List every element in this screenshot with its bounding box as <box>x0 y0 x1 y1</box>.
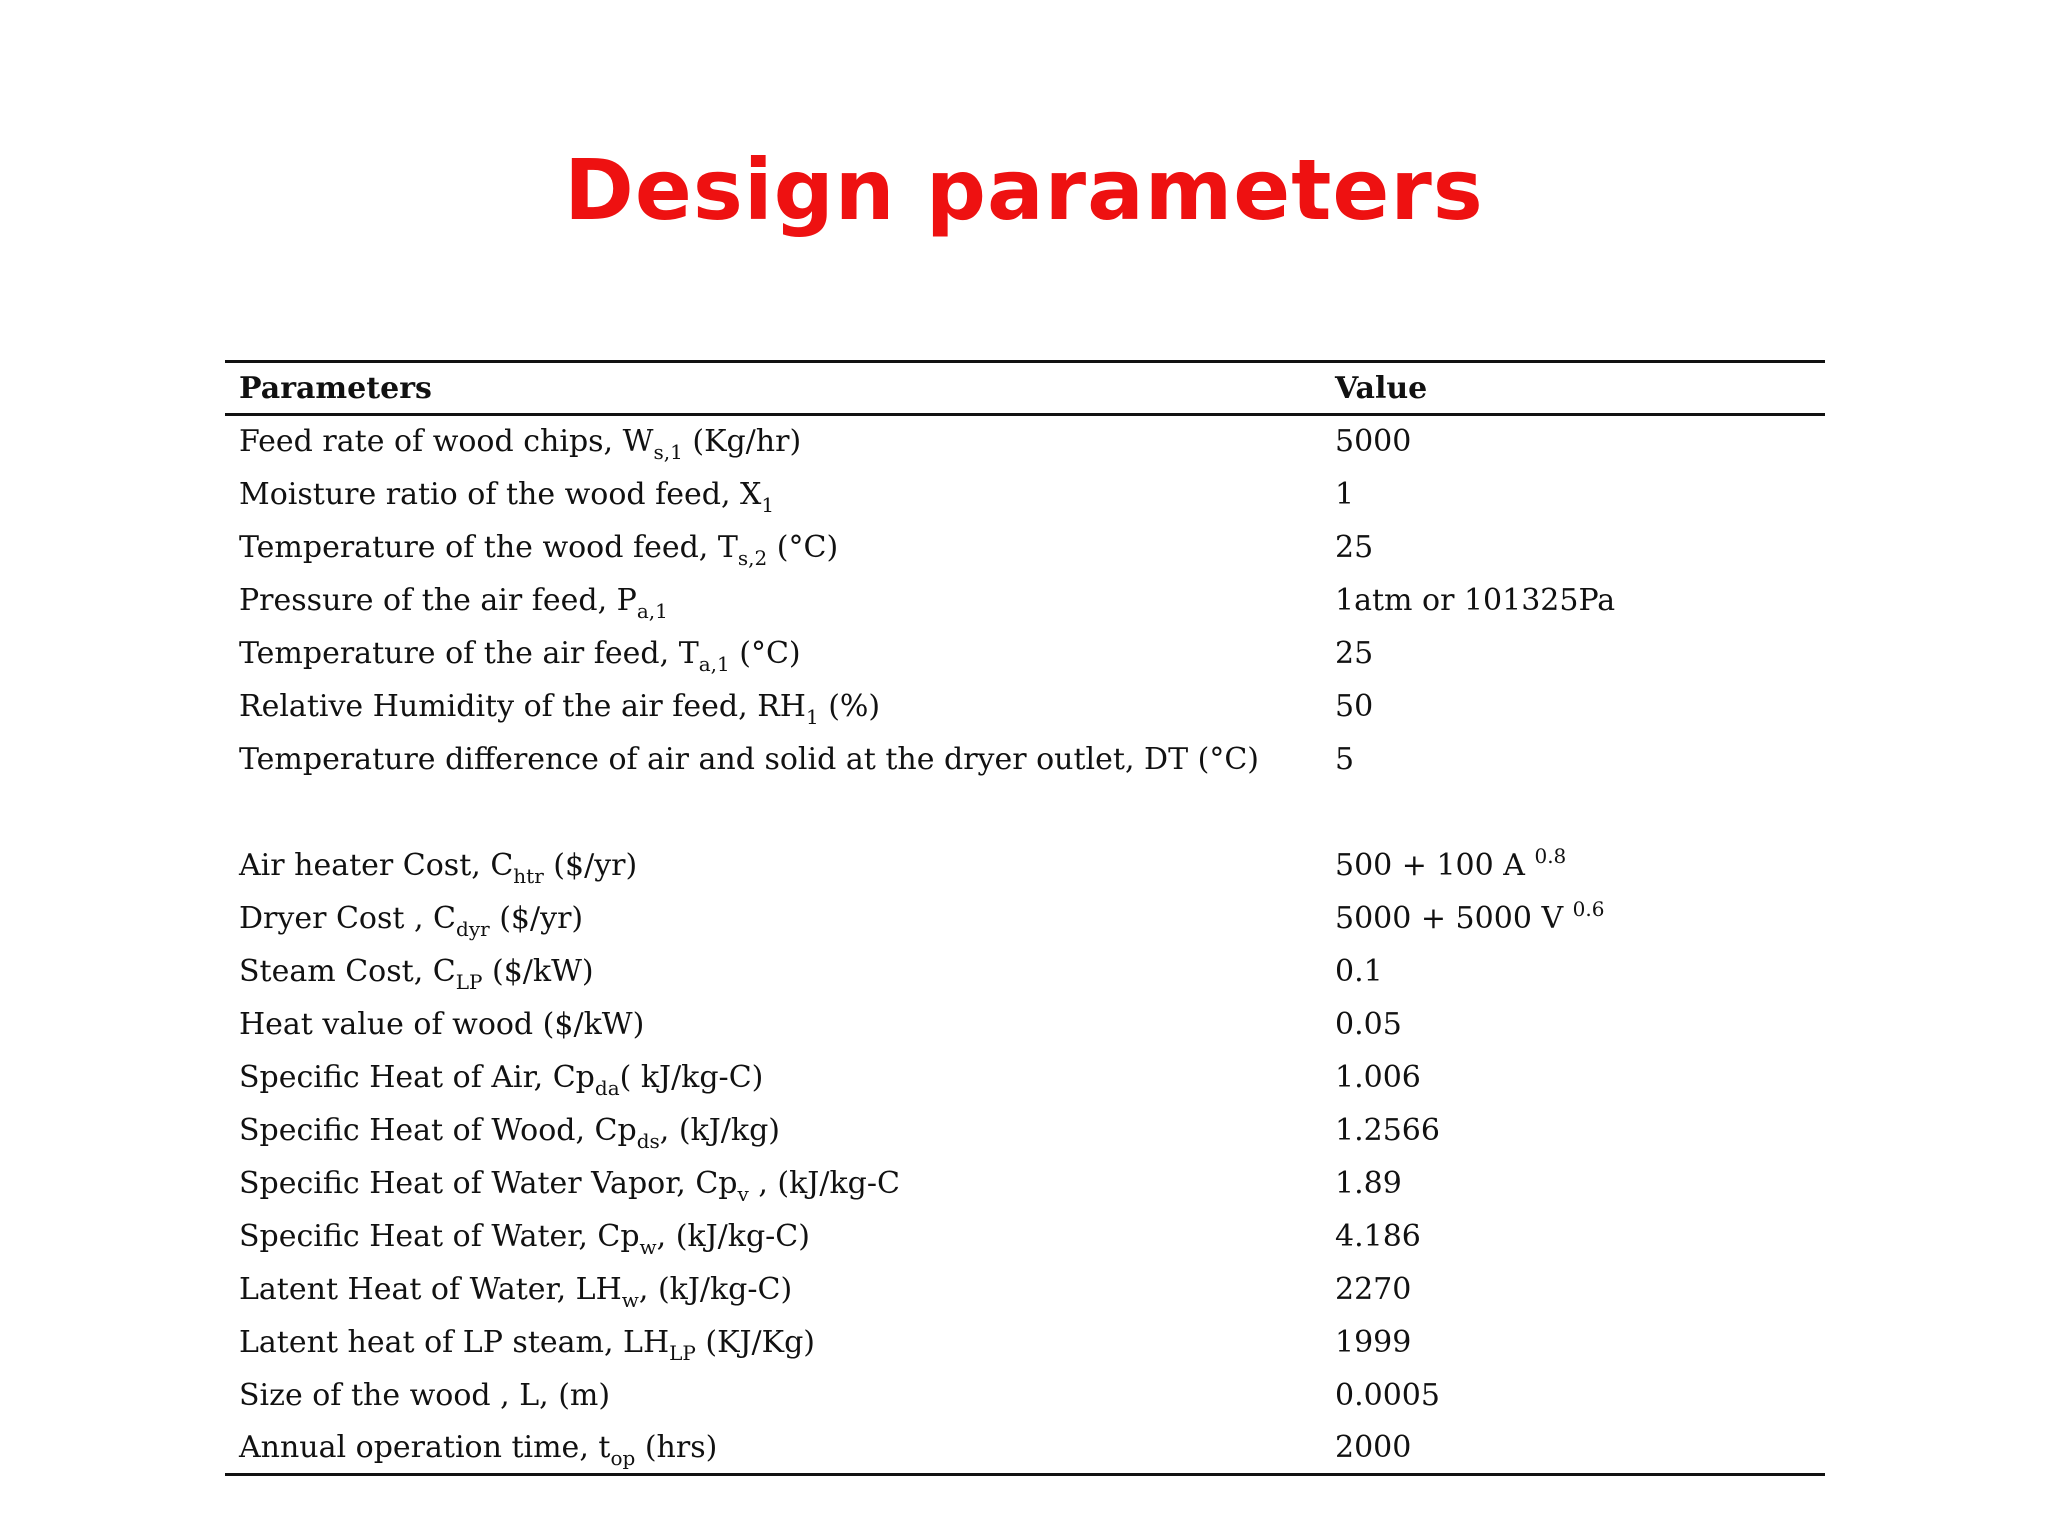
parameter-unit: ($/yr) <box>543 847 638 883</box>
value-text: 5 <box>1335 741 1355 777</box>
value-text: 0.05 <box>1335 1006 1402 1042</box>
value-text: 2270 <box>1335 1271 1412 1307</box>
parameter-text: Specific Heat of Wood, Cp <box>239 1112 637 1148</box>
table-row <box>225 1422 1825 1475</box>
value-text: 1999 <box>1335 1324 1412 1360</box>
parameter-name <box>225 680 1321 733</box>
parameter-unit: (°C) <box>729 635 801 671</box>
parameter-name <box>225 468 1321 521</box>
parameter-name <box>225 1051 1321 1104</box>
parameter-subscript: a,1 <box>636 598 668 623</box>
parameter-value <box>1321 680 1825 733</box>
parameter-unit: (°C) <box>767 529 839 565</box>
header-parameters: Parameters <box>239 370 432 406</box>
parameter-name <box>225 1316 1321 1369</box>
parameter-text: Annual operation time, t <box>239 1429 611 1465</box>
parameter-subscript: 1 <box>805 704 819 729</box>
parameter-value <box>1321 1263 1825 1316</box>
parameter-value <box>1321 1104 1825 1157</box>
table-row <box>225 1104 1825 1157</box>
design-parameters-table <box>225 360 1825 1476</box>
parameter-subscript: a,1 <box>698 651 730 676</box>
parameter-subscript: op <box>610 1445 636 1470</box>
header-value: Value <box>1335 370 1428 406</box>
table-row <box>225 839 1825 892</box>
table-row <box>225 1210 1825 1263</box>
parameter-value <box>1321 574 1825 627</box>
parameter-value <box>1321 1369 1825 1422</box>
parameter-value <box>1321 892 1825 945</box>
table-row <box>225 468 1825 521</box>
parameter-subscript: w <box>639 1234 657 1259</box>
value-text: 1.2566 <box>1335 1112 1440 1148</box>
parameter-name <box>225 945 1321 998</box>
page-title: Design parameters <box>564 141 1484 239</box>
parameter-text: Size of the wood , L, (m) <box>239 1377 611 1413</box>
table-body <box>225 415 1825 1475</box>
parameter-unit: ( kJ/kg-C) <box>619 1059 764 1095</box>
parameter-subscript: LP <box>669 1340 696 1365</box>
parameter-unit: , (kJ/kg) <box>659 1112 780 1148</box>
parameter-text: Moisture ratio of the wood feed, X <box>239 476 762 512</box>
parameter-unit: (KJ/Kg) <box>695 1324 815 1360</box>
value-text: 50 <box>1335 688 1374 724</box>
parameter-unit: ($/yr) <box>489 900 584 936</box>
value-text: 5000 <box>1335 424 1412 460</box>
table-row <box>225 1369 1825 1422</box>
table-row <box>225 1157 1825 1210</box>
spacer-cell <box>1321 786 1825 839</box>
parameter-subscript: v <box>737 1181 749 1206</box>
value-text: 500 + 100 A <box>1335 847 1535 883</box>
parameter-name <box>225 627 1321 680</box>
parameter-value <box>1321 1157 1825 1210</box>
parameter-text: Specific Heat of Air, Cp <box>239 1059 595 1095</box>
spacer-row <box>225 786 1825 839</box>
parameter-name <box>225 574 1321 627</box>
parameter-text: Dryer Cost , C <box>239 900 457 936</box>
parameter-unit: (hrs) <box>635 1429 718 1465</box>
parameter-name <box>225 839 1321 892</box>
spacer-cell <box>225 786 1321 839</box>
table-row <box>225 574 1825 627</box>
parameter-subscript: w <box>621 1287 639 1312</box>
table-row <box>225 945 1825 998</box>
parameter-text: Feed rate of wood chips, W <box>239 424 654 460</box>
parameter-name <box>225 1369 1321 1422</box>
table-row <box>225 892 1825 945</box>
parameter-name <box>225 892 1321 945</box>
parameter-value <box>1321 627 1825 680</box>
parameter-text: Steam Cost, C <box>239 953 456 989</box>
value-text: 5000 + 5000 V <box>1335 900 1573 936</box>
parameter-name <box>225 415 1321 468</box>
value-text: 1 <box>1335 476 1355 512</box>
table-header-row <box>225 362 1825 415</box>
parameter-value <box>1321 415 1825 468</box>
parameter-unit: ($/kW) <box>482 953 594 989</box>
parameter-value <box>1321 468 1825 521</box>
parameter-text: Air heater Cost, C <box>239 847 514 883</box>
value-text: 1.006 <box>1335 1059 1421 1095</box>
parameter-name <box>225 1157 1321 1210</box>
parameter-name <box>225 733 1321 786</box>
table-row <box>225 680 1825 733</box>
table-row <box>225 415 1825 468</box>
parameter-subscript: LP <box>455 969 483 994</box>
value-text: 0.1 <box>1335 953 1383 989</box>
table-row <box>225 1263 1825 1316</box>
parameter-subscript: da <box>594 1075 620 1100</box>
table-row <box>225 1316 1825 1369</box>
parameter-subscript: htr <box>513 863 544 888</box>
parameter-value <box>1321 1210 1825 1263</box>
parameter-name <box>225 1263 1321 1316</box>
value-text: 1.89 <box>1335 1165 1402 1201</box>
value-text: 1atm or 101325Pa <box>1335 582 1616 618</box>
table-row <box>225 733 1825 786</box>
parameter-value <box>1321 1316 1825 1369</box>
parameter-unit: , (kJ/kg-C) <box>638 1271 793 1307</box>
value-exponent: 0.6 <box>1572 896 1605 921</box>
value-text: 4.186 <box>1335 1218 1421 1254</box>
table-row <box>225 1051 1825 1104</box>
parameter-subscript: s,1 <box>653 440 683 465</box>
parameter-text: Latent Heat of Water, LH <box>239 1271 622 1307</box>
table-row <box>225 998 1825 1051</box>
parameter-subscript: dyr <box>456 916 490 941</box>
parameter-value <box>1321 1422 1825 1475</box>
value-text: 25 <box>1335 529 1374 565</box>
parameter-value <box>1321 1051 1825 1104</box>
value-text: 0.0005 <box>1335 1377 1440 1413</box>
parameter-unit: , (kJ/kg-C) <box>656 1218 810 1254</box>
parameter-text: Temperature of the wood feed, T <box>239 529 738 565</box>
parameter-name <box>225 1210 1321 1263</box>
value-text: 2000 <box>1335 1429 1412 1465</box>
parameter-text: Heat value of wood ($/kW) <box>239 1006 645 1042</box>
parameter-name <box>225 521 1321 574</box>
parameter-text: Relative Humidity of the air feed, RH <box>239 688 806 724</box>
parameter-name <box>225 998 1321 1051</box>
parameter-value <box>1321 521 1825 574</box>
parameter-unit: , (kJ/kg-C <box>748 1165 900 1201</box>
parameter-text: Latent heat of LP steam, LH <box>239 1324 670 1360</box>
parameter-unit: (Kg/hr) <box>682 424 802 460</box>
parameter-name <box>225 1104 1321 1157</box>
parameter-text: Specific Heat of Water Vapor, Cp <box>239 1165 738 1201</box>
parameter-subscript: 1 <box>761 492 775 517</box>
parameter-subscript: s,2 <box>737 545 768 570</box>
parameter-value <box>1321 998 1825 1051</box>
parameter-name <box>225 1422 1321 1475</box>
parameter-value <box>1321 733 1825 786</box>
value-text: 25 <box>1335 635 1374 671</box>
parameter-subscript: ds <box>636 1128 660 1153</box>
parameter-value <box>1321 945 1825 998</box>
value-exponent: 0.8 <box>1534 843 1567 868</box>
table-row <box>225 627 1825 680</box>
parameter-text: Temperature of the air feed, T <box>239 635 699 671</box>
table-row <box>225 521 1825 574</box>
parameter-unit: (%) <box>818 688 881 724</box>
parameter-text: Pressure of the air feed, P <box>239 582 637 618</box>
parameter-value <box>1321 839 1825 892</box>
parameter-text: Specific Heat of Water, Cp <box>239 1218 640 1254</box>
parameter-text: Temperature difference of air and solid at the dryer outlet, DT (°C) <box>239 741 1259 777</box>
